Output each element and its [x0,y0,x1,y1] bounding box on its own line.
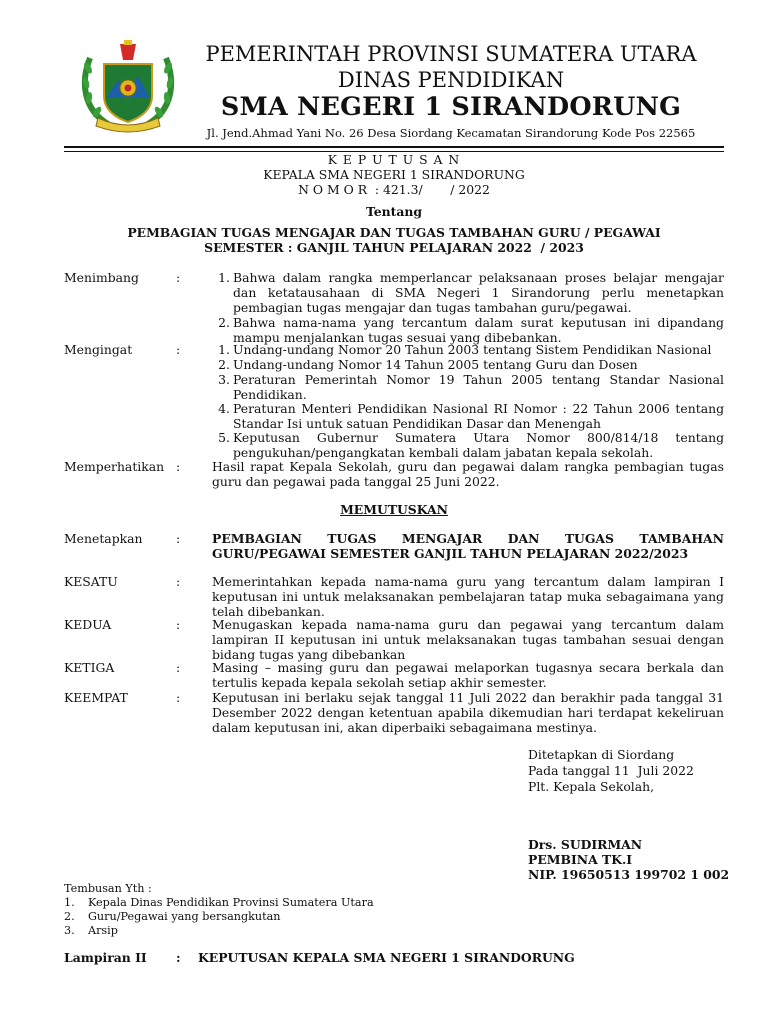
menimbang-colon: : [176,270,181,285]
menimbang-item: Bahwa nama-nama yang tercantum dalam surat keputusan ini dipandang mampu menjalankan tugas sesuai yang dibebankan. [233,315,724,345]
title-tentang: Tentang [365,204,423,219]
mengingat-num: 1. [218,342,230,357]
clause-text: Masing – masing guru dan pegawai melaporkan tugasnya secara berkala dan tertulis kepada kepala sekolah setiap akhir semester. [212,660,724,690]
tembusan-title: Tembusan Yth : [64,882,152,895]
memperhatikan-text: Hasil rapat Kepala Sekolah, guru dan pegawai dalam rangka pembagian tugas guru dan pegawai pada tanggal 25 Juni 2022. [212,459,724,489]
mengingat-item: Peraturan Pemerintah Nomor 19 Tahun 2005 tentang Standar Nasional Pendidikan. [233,372,724,402]
memutuskan-heading: MEMUTUSKAN [340,502,448,517]
clause-colon: : [176,660,181,675]
province-emblem-icon [78,38,178,136]
clause-text: Keputusan ini berlaku sejak tanggal 11 Juli 2022 dan berakhir pada tanggal 31 Desember 2022 dengan ketentuan apabila dikemudian hari terdapat kekeliruan dalam keputusan ini, akan diperbaiki sebagaimana mestinya. [212,690,724,735]
signature-date: Pada tanggal 11 Juli 2022 [528,763,694,778]
mengingat-item: Keputusan Gubernur Sumatera Utara Nomor 800/814/18 tentang pengukuhan/pengangkatan kembali dalam jabatan kepala sekolah. [233,430,724,460]
clause-label: KETIGA [64,660,115,675]
title-subject-line1: PEMBAGIAN TUGAS MENGAJAR DAN TUGAS TAMBAHAN GURU / PEGAWAI [127,225,661,240]
clause-colon: : [176,574,181,589]
signature-place: Ditetapkan di Siordang [528,747,675,762]
clause-text: Memerintahkan kepada nama-nama guru yang tercantum dalam lampiran I keputusan ini untuk melaksanakan pembelajaran tatap muka sebagaimana yang telah dibebankan. [212,574,724,619]
tembusan-item: Kepala Dinas Pendidikan Provinsi Sumatera Utara [88,896,374,909]
menimbang-num: 1. [218,270,230,285]
header-divider [64,146,724,148]
lampiran-text: KEPUTUSAN KEPALA SMA NEGERI 1 SIRANDORUNG [198,950,575,965]
mengingat-num: 5. [218,430,230,445]
mengingat-item: Undang-undang Nomor 14 Tahun 2005 tentang Guru dan Dosen [233,357,638,372]
menimbang-label: Menimbang [64,270,139,285]
signatory-nip: NIP. 19650513 199702 1 002 [528,867,730,882]
header-school-name: SMA NEGERI 1 SIRANDORUNG [220,92,682,122]
menimbang-item: Bahwa dalam rangka memperlancar pelaksanaan proses belajar mengajar dan ketatausahaan di SMA Negeri 1 Sirandorung perlu menetapkan pembagian tugas mengajar dan tugas tambahan guru/pegawai. [233,270,724,315]
lampiran-label: Lampiran II [64,950,147,965]
title-kepala: KEPALA SMA NEGERI 1 SIRANDORUNG [263,167,525,182]
menetapkan-label: Menetapkan [64,531,143,546]
clause-label: KESATU [64,574,118,589]
mengingat-item: Peraturan Menteri Pendidikan Nasional RI Nomor : 22 Tahun 2006 tentang Standar Isi untuk satuan Pendidikan Dasar dan Menengah [233,401,724,431]
mengingat-label: Mengingat [64,342,133,357]
mengingat-num: 3. [218,372,230,387]
tembusan-num: 2. [64,910,75,923]
header-address: Jl. Jend.Ahmad Yani No. 26 Desa Siordang Kecamatan Sirandorung Kode Pos 22565 [206,126,696,140]
memperhatikan-label: Memperhatikan [64,459,165,474]
signatory-name: Drs. SUDIRMAN [528,837,643,852]
header-agency: DINAS PENDIDIKAN [337,68,565,92]
mengingat-item: Undang-undang Nomor 20 Tahun 2003 tentang Sistem Pendidikan Nasional [233,342,712,357]
header-government: PEMERINTAH PROVINSI SUMATERA UTARA [205,42,697,66]
clause-label: KEDUA [64,617,112,632]
signature-position: Plt. Kepala Sekolah, [528,779,655,794]
mengingat-colon: : [176,342,181,357]
lampiran-colon: : [176,950,181,965]
title-subject-line2: SEMESTER : GANJIL TAHUN PELAJARAN 2022 / 2023 [204,240,584,255]
tembusan-item: Arsip [88,924,118,937]
mengingat-num: 4. [218,401,230,416]
menimbang-num: 2. [218,315,230,330]
title-keputusan: K E P U T U S A N [327,152,461,167]
tembusan-num: 3. [64,924,75,937]
tembusan-num: 1. [64,896,75,909]
title-nomor: N O M O R : 421.3/ / 2022 [298,182,490,197]
mengingat-num: 2. [218,357,230,372]
memperhatikan-colon: : [176,459,181,474]
clause-colon: : [176,617,181,632]
clause-colon: : [176,690,181,705]
signatory-rank: PEMBINA TK.I [528,852,633,867]
menetapkan-text: PEMBAGIAN TUGAS MENGAJAR DAN TUGAS TAMBAHAN GURU/PEGAWAI SEMESTER GANJIL TAHUN PELAJARAN 2022/2023 [212,531,724,561]
clause-label: KEEMPAT [64,690,128,705]
tembusan-item: Guru/Pegawai yang bersangkutan [88,910,281,923]
menetapkan-colon: : [176,531,181,546]
clause-text: Menugaskan kepada nama-nama guru dan pegawai yang tercantum dalam lampiran II keputusan ini untuk melaksanakan tugas tambahan sesuai dengan bidang tugas yang dibebankan [212,617,724,662]
